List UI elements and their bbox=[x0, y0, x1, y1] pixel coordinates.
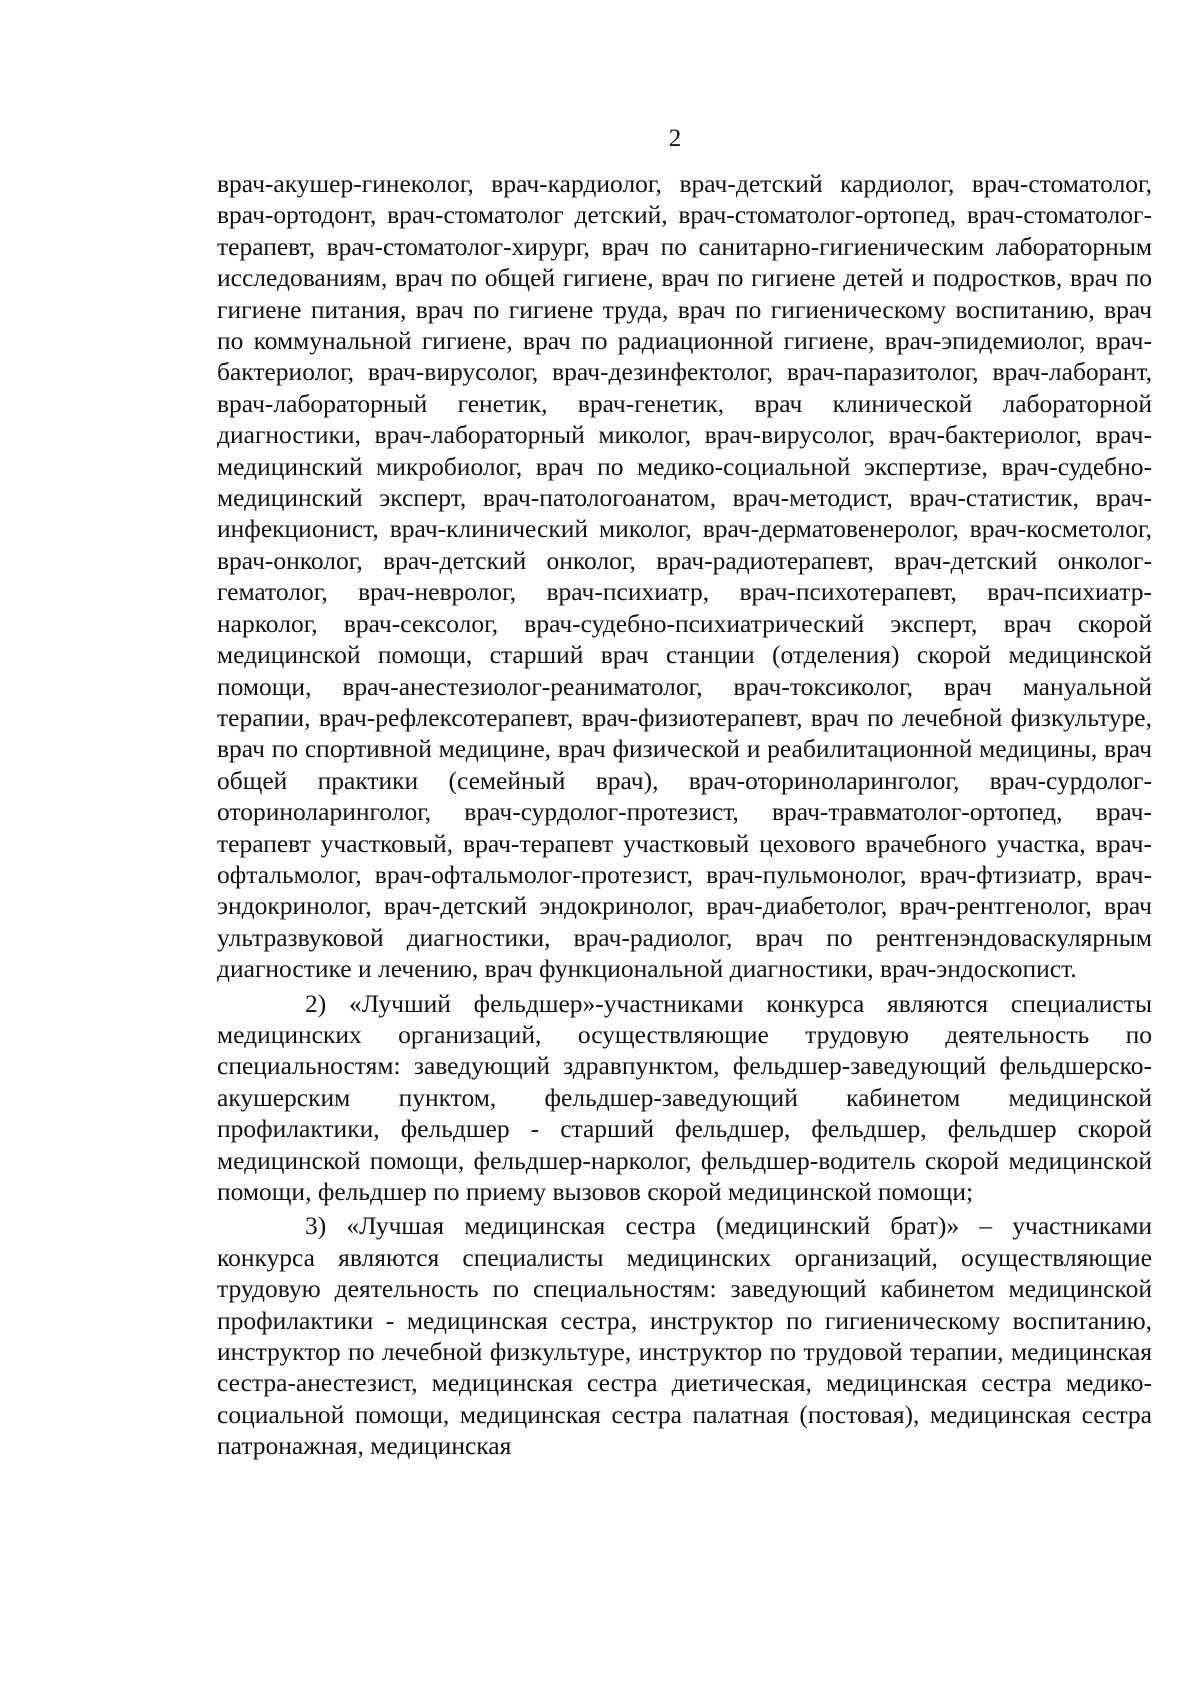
paragraph-best-paramedic: 2) «Лучший фельдшер»-участниками конкурса являются специалисты медицинских организаций, осуществляющие трудовую деятельность по специальностям: заведующий здравпунктом, фельдшер-заведующий фельдшерско-акушерским пунктом, фельдшер-заведующий кабинетом медицинской профилактики, фельдшер - старший фельдшер, фельдшер, фельдшер скорой медицинской помощи, фельдшер-нарколог, фельдшер-водитель скорой медицинской помощи, фельдшер по приему вызовов скорой медицинской помощи; bbox=[217, 988, 1152, 1206]
document-body bbox=[217, 168, 1152, 1462]
paragraph-continuation: врач-акушер-гинеколог, врач-кардиолог, врач-детский кардиолог, врач-стоматолог, врач-ортодонт, врач-стоматолог детский, врач-стоматолог-ортопед, врач-стоматолог-терапевт, врач-стоматолог-хирург, врач по санитарно-гигиеническим лабораторным исследованиям, врач по общей гигиене, врач по гигиене детей и подростков, врач по гигиене питания, врач по гигиене труда, врач по гигиеническому воспитанию, врач по коммунальной гигиене, врач по радиационной гигиене, врач-эпидемиолог, врач-бактериолог, врач-вирусолог, врач-дезинфектолог, врач-паразитолог, врач-лаборант, врач-лабораторный генетик, врач-генетик, врач клинической лабораторной диагностики, врач-лабораторный миколог, врач-вирусолог, врач-бактериолог, врач-медицинский микробиолог, врач по медико-социальной экспертизе, врач-судебно-медицинский эксперт, врач-патологоанатом, врач-методист, врач-статистик, врач-инфекционист, врач-клинический миколог, врач-дерматовенеролог, врач-косметолог, врач-онколог, врач-детский онколог, врач-радиотерапевт, врач-детский онколог-гематолог, врач-невролог, врач-психиатр, врач-психотерапевт, врач-психиатр-нарколог, врач-сексолог, врач-судебно-психиатрический эксперт, врач скорой медицинской помощи, старший врач станции (отделения) скорой медицинской помощи, врач-анестезиолог-реаниматолог, врач-токсиколог, врач мануальной терапии, врач-рефлексотерапевт, врач-физиотерапевт, врач по лечебной физкультуре, врач по спортивной медицине, врач физической и реабилитационной медицины, врач общей практики (семейный врач), врач-оториноларинголог, врач-сурдолог-оториноларинголог, врач-сурдолог-протезист, врач-травматолог-ортопед, врач-терапевт участковый, врач-терапевт участковый цехового врачебного участка, врач-офтальмолог, врач-офтальмолог-протезист, врач-пульмонолог, врач-фтизиатр, врач-эндокринолог, врач-детский эндокринолог, врач-диабетолог, врач-рентгенолог, врач ультразвуковой диагностики, врач-радиолог, врач по рентгенэндоваскулярным диагностике и лечению, врач функциональной диагностики, врач-эндоскопист. bbox=[217, 169, 1152, 984]
paragraph-best-nurse: 3) «Лучшая медицинская сестра (медицинский брат)» – участниками конкурса являются специалисты медицинских организаций, осуществляющие трудовую деятельность по специальностям: заведующий кабинетом медицинской профилактики - медицинская сестра, инструктор по гигиеническому воспитанию, инструктор по лечебной физкультуре, инструктор по трудовой терапии, медицинская сестра-анестезист, медицинская сестра диетическая, медицинская сестра медико-социальной помощи, медицинская сестра палатная (постовая), медицинская сестра патронажная, медицинская bbox=[217, 1211, 1152, 1461]
page-number: 2 bbox=[668, 125, 682, 152]
